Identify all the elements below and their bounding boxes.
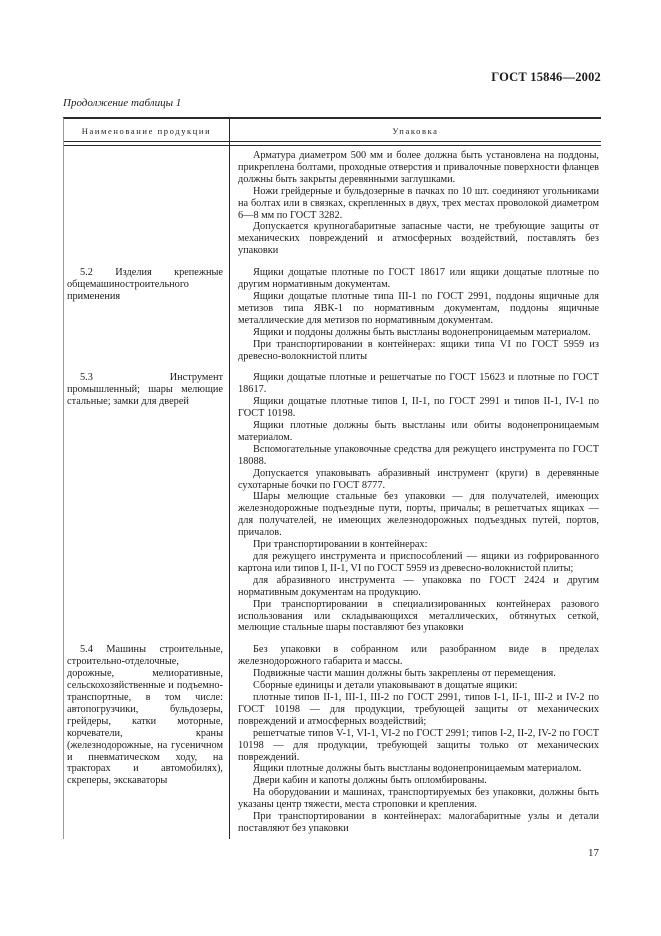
table-row-5-4-machines <box>64 634 601 839</box>
packaging-paragraph: Ящики и поддоны должны быть выстланы водонепроницаемым материалом. <box>253 326 591 338</box>
packaging-paragraph: Двери кабин и капоты должны быть опломбированы. <box>253 775 487 787</box>
product-name-text: 5.4 Машины строительные, строительно-отделочные, дорожные, мелиоративные, сельскохозяйственные и подъемно-транспортные, в том числе: автопогрузчики, бульдозеры, грейдеры, катки моторные, корчеватели, краны (железнодорожные, на гусеничном и пневматическом ходу, на тракторах и автомобилях), скреперы, экскаваторы <box>67 644 223 787</box>
product-name-text: 5.2 Изделия крепежные общемашиностроительного применения <box>67 267 223 302</box>
packaging-paragraph: Сборные единицы и детали упаковывают в дощатые ящики: <box>253 680 518 692</box>
table-row-5-3-tools <box>64 362 601 634</box>
packaging-cell <box>230 257 601 362</box>
table-1-continuation <box>63 117 601 839</box>
packaging-paragraph: Арматура диаметром 500 мм и более должна быть установлена на поддоны, прикреплена болтами, проходные отверстия и привалочные поверхности фланцев должны быть закрыты деревянными заглушками. <box>238 150 599 185</box>
packaging-paragraph: При транспортировании в контейнерах: ящики типа VI по ГОСТ 5959 из древесно-волокнистой плиты <box>238 338 599 362</box>
packaging-paragraph: На оборудовании и машинах, транспортируемых без упаковки, должны быть указаны центр тяжести, места строповки и крепления. <box>238 787 599 811</box>
packaging-paragraph: Ящики дощатые плотные и решетчатые по ГОСТ 15623 и плотные по ГОСТ 18617. <box>238 372 599 396</box>
packaging-paragraph: для абразивного инструмента — упаковка по ГОСТ 2424 и другим нормативным документам на продукцию. <box>238 574 599 598</box>
packaging-paragraph: При транспортировании в специализированных контейнерах разового использования или складывающихся металлических, обтянутых сеткой, мелющие стальные шары поставляют без упаковки <box>238 598 599 634</box>
table-body <box>64 146 601 839</box>
packaging-paragraph: Без упаковки в собранном или разобранном виде в пределах железнодорожного габарита и массы. <box>238 644 599 668</box>
packaging-paragraph: решетчатые типов V-1, VI-1, VI-2 по ГОСТ 2991; типов I-2, II-2, IV-2 по ГОСТ 10198 — для продукции, требующей защиты только от механических повреждений. <box>238 727 599 763</box>
packaging-paragraph: Ящики плотные должны быть выстланы или обиты водонепроницаемым материалом. <box>238 420 599 443</box>
product-name-cell <box>64 362 230 634</box>
packaging-paragraph: Ящики дощатые плотные типа III-1 по ГОСТ 2991, поддоны ящичные для метизов типа ЯВК-1 по нормативным документам, поддоны ящичные металлические для метизов по нормативным документам. <box>238 290 599 326</box>
packaging-paragraph: Подвижные части машин должны быть закреплены от перемещения. <box>253 668 556 680</box>
packaging-paragraph: При транспортировании в контейнерах: малогабаритные узлы и детали поставляют без упаковки <box>238 811 599 834</box>
packaging-paragraph: При транспортировании в контейнерах: <box>253 539 428 551</box>
table-row-spare-parts <box>64 146 601 257</box>
product-name-cell <box>64 146 230 257</box>
standard-number: ГОСТ 15846—2002 <box>491 70 601 84</box>
packaging-paragraph: Вспомогательные упаковочные средства для режущего инструмента по ГОСТ 18088. <box>238 443 599 467</box>
table-caption: Продолжение таблицы 1 <box>63 97 182 109</box>
table-row-5-2-fasteners <box>64 257 601 362</box>
packaging-paragraph: Допускается крупногабаритные запасные части, не требующие защиты от механических повреждений и атмосферных воздействий, поставлять без упаковки <box>238 221 599 257</box>
column-header-packaging: Упаковка <box>392 126 439 136</box>
column-header-product-name: Наименование продукции <box>64 119 230 141</box>
product-name-text: 5.3 Инструмент промышленный; шары мелющие стальные; замки для дверей <box>67 372 223 408</box>
packaging-paragraph: плотные типов II-1, III-1, III-2 по ГОСТ 2991, типов I-1, II-1, III-2 и IV-2 по ГОСТ 10198 — для продукции, требующей защиты от механических повреждений и атмосферных воздействий; <box>238 691 599 727</box>
packaging-cell <box>230 634 601 839</box>
packaging-paragraph: Ножи грейдерные и бульдозерные в пачках по 10 шт. соединяют угольниками на болтах или в связках, скрепленных в двух, трех местах проволокой диаметром 6—8 мм по ГОСТ 3282. <box>238 185 599 221</box>
product-name-cell <box>64 634 230 839</box>
packaging-paragraph: Ящики дощатые плотные по ГОСТ 18617 или ящики дощатые плотные по другим нормативным документам. <box>238 267 599 291</box>
packaging-paragraph: Допускается упаковывать абразивный инструмент (круги) в деревянные сухотарные бочки по ГОСТ 8777. <box>238 467 599 491</box>
packaging-paragraph: Ящики дощатые плотные типов I, II-1, по ГОСТ 2991 и типов II-1, IV-1 по ГОСТ 10198. <box>238 396 599 420</box>
page-number: 17 <box>588 847 599 859</box>
packaging-cell <box>230 146 601 257</box>
table-header-row <box>64 119 601 142</box>
packaging-paragraph: Шары мелющие стальные без упаковки — для получателей, имеющих железнодорожные подъездные пути, порты, причалы; в решетчатых ящиках — для получателей, не имеющих железнодорожных подъездных путей, портов, причалов. <box>238 491 599 539</box>
packaging-cell <box>230 362 601 634</box>
packaging-paragraph: Ящики плотные должны быть выстланы водонепроницаемым материалом. <box>253 763 582 775</box>
product-name-cell <box>64 257 230 362</box>
header-rule-segment <box>64 142 230 145</box>
packaging-paragraph: для режущего инструмента и приспособлений — ящики из гофрированного картона или типов I, II-1, VI по ГОСТ 5959 из древесно-волокнистой плиты; <box>238 551 599 574</box>
